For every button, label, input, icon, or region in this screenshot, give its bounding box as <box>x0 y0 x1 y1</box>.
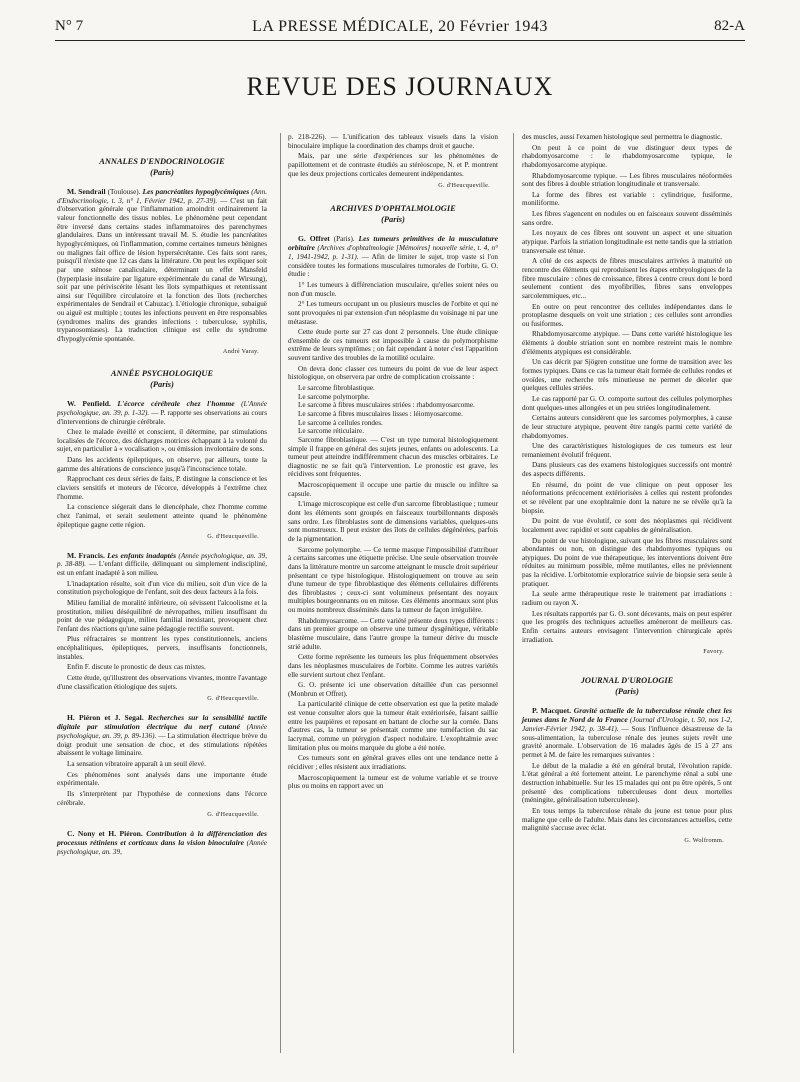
journal-title: LA PRESSE MÉDICALE, 20 Février 1943 <box>252 18 548 35</box>
paragraph: Le cas rapporté par G. O. comporte surtout des cellules polymorphes dont quelques-unes allongées et un peu striées longitudinalement. <box>522 394 732 412</box>
list-item: Le sarcome polymorphe. <box>298 392 370 401</box>
tumor-list <box>288 384 498 436</box>
paragraph: 1° Les tumeurs à différenciation musculaire, qu'elles soient nées ou non d'un muscle. <box>288 281 498 298</box>
article <box>57 713 267 758</box>
paragraph: Rhabdomyosarcome typique. — Les fibres musculaires néoformées sont des fibres à double striation longitudinale et transversale. <box>522 171 732 189</box>
column-1 <box>57 143 267 859</box>
article-body: — La stimulation électrique brève du doigt produit une sensation de choc, et des stimulations répétées abaissent le voltage liminaire. <box>57 732 268 758</box>
article-title: Les pancréatites hypoglycémiques <box>142 187 250 197</box>
paragraph: On devra donc classer ces tumeurs du point de vue de leur aspect histologique, on observera par ordre de complication croissante : <box>288 364 498 382</box>
list-item: Le sarcome à cellules rondes. <box>298 418 383 427</box>
article-title: L'écorce cérébrale chez l'homme <box>117 399 235 409</box>
article-title: Les tumeurs primitives de la musculature orbitaire <box>288 233 498 253</box>
article-ref: (Ann. d'Endocrinologie, t. 3, n° 1, Février 1942, p. 27-39). <box>57 188 268 205</box>
article-body: — C'est un fait d'observation générale que l'inflammation amoindrit ordinairement la valeur fonctionnelle des tissus nobles. Le phénomène peut cependant être inversé dans certains stades inflammatoires des parenchymes glandulaires. Dans un intéressant travail M. S. étudie les pancréatites hypoglycémiques, où l'inflammation, comme certaines tumeurs bénignes ou malignes fait office de lésion hypersécrétante. Ces faits sont rares, puisqu'il n'existe que 12 cas dans la littérature. On peut les expliquer soit par une sténose canaliculaire, déterminant un effet Mansfeld (hyperplasie insulaire par ligature expérimentale du canal de Wirsung), soit par une périviscérite lésant les îlots sympathiques et retentissant ainsi sur l'équilibre circulatoire et la fonction des îlots (recherches expérimentales de Sendrail et Cahuzac). L'étiologie chronique, subaiguë ou aiguë est multiple ; toutes les infections peuvent en être responsables (syndromes malins des grandes infections : tuberculose, syphilis, trypanosomiases). La traduction clinique est celle du syndrome d'hypoglycémie spontanée. <box>57 196 267 344</box>
article-author: C. Nony et H. Piéron. <box>67 828 143 838</box>
article-body: — L'enfant difficile, délinquant ou simplement indiscipliné, est un enfant inadapté à son milieu. <box>57 560 267 577</box>
paragraph: G. O. présente ici une observation détaillée d'un cas personnel (Monbrun et Offret). <box>288 681 498 698</box>
paragraph: L'image microscopique est celle d'un sarcome fibroblastique ; tumeur dont les éléments sont groupés en faisceaux tourbillonnants disposés sans ordre. Les fibroblastes sont de dimensions variables, quelques-uns sont monstrueux. Il peut exister des îlots de cellules dégénérées, parfois de la pigmentation. <box>288 500 498 543</box>
article-title: Recherches sur la sensibilité tactile digitale par stimulation électrique du nerf cutané <box>57 712 267 732</box>
section-title: ANNALES D'ENDOCRINOLOGIE <box>99 157 225 166</box>
article-ref: (Année psychologique, an. 39, <box>57 839 267 856</box>
paragraph: L'inadaptation résulte, soit d'un vice du milieu, soit d'un vice de la constitution psychologique de l'enfant, soit des deux facteurs à la fois. <box>57 579 267 597</box>
paragraph: Dans les accidents épileptiques, on observe, par ailleurs, toute la gamme des altérations de conscience jusqu'à l'inconscience totale. <box>57 456 267 473</box>
paragraph: des muscles, aussi l'examen histologique seul permettra le diagnostic. <box>522 133 723 141</box>
article <box>57 399 267 426</box>
paragraph: La sensation vibratoire apparaît à un seuil élevé. <box>67 759 206 768</box>
article-ref: (Journal d'Urologie, t. 50, nos 1-2, Janvier-Février 1942, p. 38-41). <box>522 716 732 734</box>
main-title: REVUE DES JOURNAUX <box>246 72 554 101</box>
paragraph: La particularité clinique de cette observation est que la petite malade est venue consulter alors que la tumeur était extériorisée, faisant saillie entre les paupières et reposant en battant de cloche sur la cornée. Dans d'autres cas, la tumeur se présentait comme une tuméfaction du sac lacrymal, comme un ptérygion d'aspect nodulaire. L'exophtalmie avec limitation plus ou moins marquée du globe a été notée. <box>288 700 498 752</box>
paragraph: Du point de vue évolutif, ce sont des néoplasmes qui récidivent localement avec rapidité et sont capables de généralisation. <box>522 517 732 534</box>
paragraph: En tous temps la tuberculose rénale du jeune est tenue pour plus maligne que celle de l'adulte. Mais dans les circonstances actuelles, cette malignité s'accuse avec éclat. <box>522 806 732 833</box>
article <box>57 829 267 857</box>
article-place: (Toulouse). <box>107 188 141 197</box>
paragraph: Rhabdomyosarcome atypique. — Dans cette variété histologique les éléments à double striation sont en nombre restreint mais le nombre d'éléments atypiques est considérable. <box>522 330 732 356</box>
article <box>57 551 267 578</box>
section-subtitle: (Paris) <box>381 214 405 224</box>
article <box>57 187 267 344</box>
list-item: Le sarcome fibroblastique. <box>298 384 375 393</box>
paragraph: Enfin F. discute le pronostic de deux cas mixtes. <box>67 663 206 672</box>
paragraph: Un cas décrit par Sjögren constitue une forme de transition avec les formes typiques. Dans ce cas la tumeur était formée de cellules rondes et ovoïdes, une recherche très minutieuse ne permet de déceler que quelques cellules striées. <box>522 358 732 393</box>
section-subtitle: (Paris) <box>150 380 174 390</box>
article-author: W. Penfield. <box>67 399 111 409</box>
header-rule <box>55 40 745 41</box>
article-author: M. Sendrail <box>67 187 106 197</box>
section-title: JOURNAL D'UROLOGIE <box>580 675 674 685</box>
page-header <box>55 18 745 38</box>
column-divider <box>513 133 514 1053</box>
list-item: Le sarcome à fibres musculaires striées : rhabdomyosarcome. <box>298 401 475 410</box>
paragraph: La conscience siégerait dans le diencéphale, chez l'homme comme chez l'animal, et serait seulement atteinte quand le phénomène épileptique gagne cette région. <box>57 503 267 529</box>
paragraph: Certains auteurs considèrent que les sarcomes polymorphes, à cause de leur structure atypique, peuvent être rangés parmi cette variété de rhabdomyomes. <box>522 414 732 440</box>
article-ref: (Archives d'ophtalmologie [Mémoires] nouvelle série, t. 4, n° 1, 1941-1942, p. 1-31). <box>288 244 499 262</box>
article-author: H. Piéron et J. Segal. <box>67 712 144 722</box>
paragraph: Cette forme représente les tumeurs les plus fréquemment observées dans les néoplasmes musculaires de l'orbite. Comme les autres variétés elle survient surtout chez l'enfant. <box>288 653 498 679</box>
article-ref: (Année psychologique, an. 39, p. 38-88). <box>57 551 267 569</box>
paragraph: Rhabdomyosarcome. — Cette variété présente deux types différents : dans un premier groupe on observe une tumeur dysgénétique, véritable blastème musculaire, dans l'autre groupe la tumeur dérive du muscle strié adulte. <box>288 616 498 651</box>
signature: G. d'Heucqueville. <box>438 182 490 190</box>
paragraph: Les noyaux de ces fibres ont souvent un aspect et une situation atypique. Parfois la striation longitudinale est nette tandis que la striation transversale est ténue. <box>522 229 732 255</box>
signature: G. d'Heucqueville. <box>207 533 259 541</box>
paragraph: 2° Les tumeurs occupant un ou plusieurs muscles de l'orbite et qui ne sont provoquées ni par extension d'un néoplasme du voisinage ni par une métastase. <box>288 300 498 326</box>
paragraph: Les fibres s'agencent en nodules ou en faisceaux souvent disséminés sans ordre. <box>522 210 732 227</box>
column-3 <box>522 133 732 854</box>
paragraph: Du point de vue histologique, suivant que les fibres musculaires sont abondantes ou non, on distingue des rhabdomyomes typiques ou atypiques. Du point de vue thérapeutique, les interventions doivent être réduites au minimum possible, même mutilantes, elles ne préviennent pas la récidive. L'orbitotomie exploratrice suivie de biopsie sera seule à pratiquer. <box>522 536 732 588</box>
article-ref: (Année psychologique, an. 39, p. 89-136). <box>57 723 268 741</box>
paragraph: Cette étude porte sur 27 cas dont 2 personnels. Une étude clinique d'ensemble de ces tumeurs est impossible à cause du polymorphisme extrême de leurs symptômes ; on fait cependant à noter c'est l'apparition souvent tardive des troubles de la motilité oculaire. <box>288 328 498 363</box>
paragraph: On peut à ce point de vue distinguer deux types de rhabdomyosarcome : le rhabdomyosarcome typique, le rhabdomyosarcome atypique. <box>522 143 732 169</box>
paragraph: Mais, par une série d'expériences sur les phénomènes de papillottement et de contraste étudiés au stéréoscope, N. et P. montrent que les deux projections corticales demeurent indépendantes. <box>288 152 498 178</box>
list-item: Le sarcome réticulaire. <box>298 427 365 436</box>
article-author: P. Macquet. <box>532 705 572 715</box>
article <box>522 706 732 760</box>
paragraph: Ces tumeurs sont en général graves elles ont une tendance nette à récidiver ; elles résistent aux irradiations. <box>288 754 498 771</box>
paragraph: En résumé, du point de vue clinique on peut opposer les néoformations précocement extériorisées à celles qui restent profondes et se révèlent par une exophtalmie dont la nature ne se révèle qu'à la biopsie. <box>522 480 732 515</box>
article-author: M. Francis. <box>67 550 105 560</box>
section-title: ANNÉE PSYCHOLOGIQUE <box>110 369 214 379</box>
paragraph: Dans plusieurs cas des examens histologiques successifs ont montré des aspects différents. <box>522 461 732 479</box>
paragraph: Ils s'interprètent par l'hypothèse de connexions dans l'écorce cérébrale. <box>57 789 267 807</box>
paragraph: A côté de ces aspects de fibres musculaires arrivées à maturité on rencontre des éléments qui reproduisent les étapes embryologiques de la fibre musculaire : cônes de croissance, fibres à centre creux dont le bord seulement contient des myofibrilles, fibres sans enveloppes sarcolemmiques, etc... <box>522 257 732 300</box>
paragraph: Sarcome polymorphe. — Ce terme masque l'impossibilité d'attribuer à certains sarcomes une étiquette précise. Une seule observation trouvée dans la littérature montre un sarcome atteignant le muscle droit supérieur présentant ce type histologique. Histologiquement on trouve au sein d'une tumeur de type fibroblastique des éléments cellulaires différents des fibroblastes ; ceux-ci sont volumineux présentant des noyaux multiples bourgeonnants ou en mitose. Ces éléments anormaux sont plus ou moins nombreux disséminés dans la tumeur de façon irrégulière. <box>288 545 498 615</box>
paragraph: La forme des fibres est variable : cylindrique, fusiforme, moniliforme. <box>522 190 732 208</box>
paragraph: La seule arme thérapeutique reste le traitement par irradiations : radium ou rayon X. <box>522 590 732 608</box>
paragraph: Rapprochant ces deux séries de faits, P. distingue la conscience et les claviers sensitifs et moteurs de l'écorce, développés à l'extrême chez l'homme. <box>57 475 267 501</box>
paragraph: Les résultats rapportés par G. O. sont décevants, mais on peut espérer que les progrès des techniques actuelles amèneront de meilleurs cas. Enfin certains auteurs envisagent l'intervention chirurgicale après irradiation. <box>522 609 732 644</box>
article-body: — Sous l'influence désastreuse de la sous-alimentation, la tuberculose rénale des jeunes sujets revêt une gravité anormale. L'observation de 16 malades âgés de 15 à 27 ans permet à M. de faire les remarques suivantes : <box>522 725 733 760</box>
column-2 <box>288 133 498 793</box>
paragraph: Le début de la maladie a été en général brutal, l'évolution rapide. L'état général a été fortement atteint. Le parenchyme rénal a subi une destruction inhabituelle. Sur les 15 malades qui ont pu être opérés, 5 ont présenté des complications tuberculeuses dont deux mortelles (méningite, généralisation tuberculeuse). <box>522 761 732 805</box>
article-ref: (L'Année psychologique, an. 39, p. 1-32). <box>57 400 267 417</box>
section-title: ARCHIVES D'OPHTALMOLOGIE <box>330 203 456 213</box>
article-title: Gravité actuelle de la tuberculose rénale chez les jeunes dans le Nord de la France <box>522 705 732 725</box>
article-place: (Paris). <box>333 234 355 243</box>
signature: G. Wolfromm. <box>684 836 724 844</box>
signature: G. d'Heucqueville. <box>207 811 259 819</box>
paragraph: Chez le malade éveillé et conscient, il détermine, par stimulations localisées de l'écorce, des décharges motrices échappant à la volonté du sujet, en particulier à « vocalisation », ou émission involontaire de sons. <box>57 428 267 454</box>
article-author: G. Offret <box>298 233 330 243</box>
paragraph: En outre on peut rencontrer des cellules indépendantes dans le protoplasme desquels on voit une striation ; ces cellules sont arrondies ou fusiformes. <box>522 302 732 328</box>
paragraph: Sarcome fibroblastique. — C'est un type tumoral histologiquement simple il frappe en général des sujets jeunes, enfants ou adolescents. La tumeur peut atteindre indifféremment chacun des muscles orbitaires. Le diagnostic ne se fait qu'à l'intervention. Le pronostic est grave, les récidives sont fréquentes. <box>288 435 498 479</box>
paragraph: Macroscopiquement la tumeur est de volume variable et se trouve plus ou moins en rapport avec un <box>288 773 498 791</box>
paragraph: Une des caractéristiques histologiques de ces tumeurs est leur remaniement évolutif fréquent. <box>522 442 732 459</box>
article-title: Contribution à la différenciation des processus rétiniens et corticaux dans la vision binoculaire <box>57 828 268 848</box>
section-subtitle: (Paris) <box>615 686 639 696</box>
paragraph: Ces phénomènes sont analysés dans une importante étude expérimentale. <box>57 770 267 788</box>
article-body: — P. rapporte ses observations au cours d'interventions de chirurgie cérébrale. <box>57 408 267 426</box>
issue-number: N° 7 <box>55 18 84 34</box>
column-divider <box>280 133 281 1053</box>
article-body: — Afin de limiter le sujet, trop vaste si l'on considère toutes les formations musculaires tumorales de l'orbite, G. O. étudie : <box>288 253 499 279</box>
page-number: 82-A <box>714 18 745 34</box>
section-subtitle: (Paris) <box>150 168 174 178</box>
signature: André Varay. <box>222 347 259 355</box>
paragraph: p. 218-226). — L'unification des tableaux visuels dans la vision binoculaire implique la coordination des champs droit et gauche. <box>288 133 498 150</box>
list-item: Le sarcome à fibres musculaires lisses : léiomyosarcome. <box>298 409 463 418</box>
signature: Favory. <box>703 648 724 656</box>
signature: G. d'Heucqueville. <box>207 695 259 703</box>
paragraph: Plus réfractaires se montrent les types constitutionnels, anciens encéphalitiques, épileptiques, pervers, insuffisants fonctionnels, instables. <box>57 635 267 661</box>
article <box>288 234 498 279</box>
paragraph: Milieu familial de moralité inférieure, où sévissent l'alcoolisme et la prostitution, milieu déséquilibré de névropathes, milieu insuffisant du point de vue pédagogique, milieu familial inexistant, provoquent chez l'enfant des réactions qu'une saine pédagogie rectifie souvent. <box>57 598 267 633</box>
paragraph: Cette étude, qu'illustrent des observations vivantes, montre l'avantage d'une classification étiologique des sujets. <box>57 674 267 691</box>
article-title: Les enfants inadaptés <box>107 550 177 560</box>
paragraph: Macroscopiquement il occupe une partie du muscle ou infiltre sa capsule. <box>288 481 498 498</box>
